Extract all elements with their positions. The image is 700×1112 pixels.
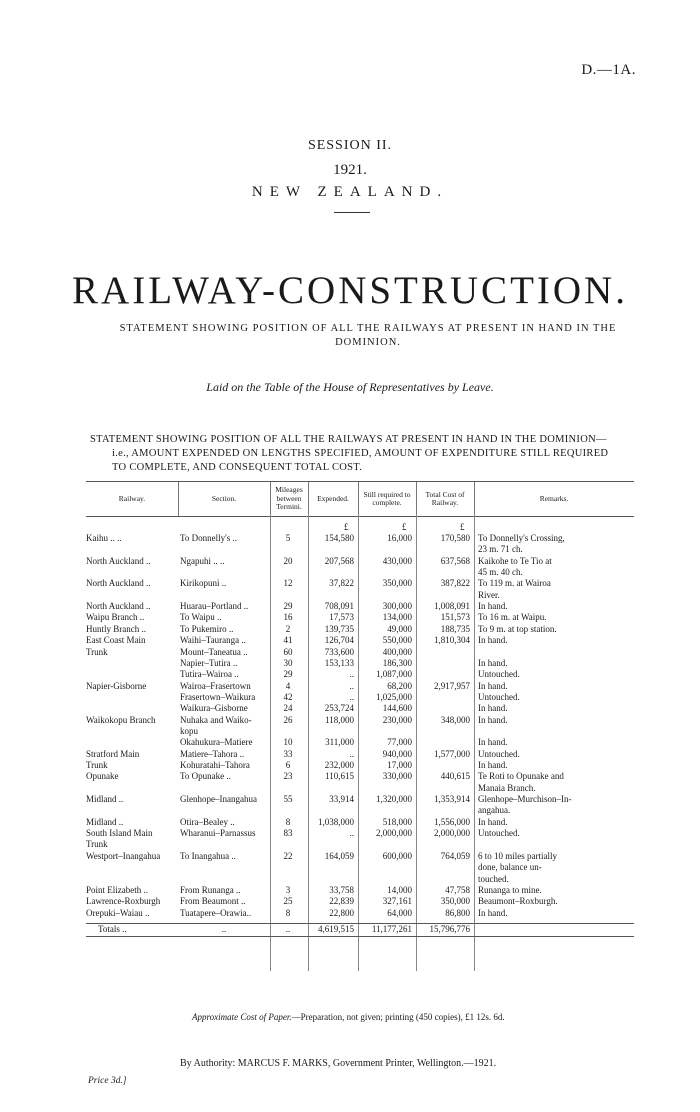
table-bottom-rule xyxy=(86,936,634,937)
cell-section: Glenhope–Inangahua xyxy=(180,794,257,805)
cell-still: 144,600 xyxy=(382,703,412,714)
currency-total: £ xyxy=(460,522,465,532)
cell-expended: 33,914 xyxy=(329,794,354,805)
cell-remarks: In hand. xyxy=(478,657,508,668)
cell-still: 350,000 xyxy=(382,578,412,589)
cell-still: 49,000 xyxy=(387,623,412,634)
cell-remarks: 45 m. 40 ch. xyxy=(478,567,523,578)
cell-expended: 733,600 xyxy=(324,646,354,657)
table-row xyxy=(86,635,634,646)
cell-railway: East Coast Main xyxy=(86,635,146,646)
cell-remarks: 23 m. 71 ch. xyxy=(478,544,523,555)
cell-miles: 30 xyxy=(283,657,293,668)
cell-section: To Pukemiro .. xyxy=(180,623,234,634)
table-row xyxy=(86,692,634,703)
table-row xyxy=(86,828,634,839)
col-railway-header: Railway. xyxy=(86,482,179,516)
cell-expended: 22,839 xyxy=(329,896,354,907)
cell-remarks: In hand. xyxy=(478,760,508,770)
table-row xyxy=(86,715,634,726)
cell-remarks: In hand. xyxy=(478,714,508,725)
col-total-header: Total Cost of Railway. xyxy=(416,482,475,516)
table-row xyxy=(86,624,634,635)
cell-miles: 55 xyxy=(283,794,293,805)
cell-section: Kirikopuni .. xyxy=(180,578,227,589)
currency-still: £ xyxy=(402,522,407,532)
table-row xyxy=(86,726,634,737)
cell-still: 518,000 xyxy=(382,816,412,827)
country-label: NEW ZEALAND. xyxy=(251,184,449,200)
paper-cost-label: Approximate Cost of Paper. xyxy=(192,1012,292,1022)
table-row xyxy=(86,839,634,850)
cell-section: Ngapuhi .. .. xyxy=(180,555,225,566)
cell-section: Waikura–Gisborne xyxy=(180,703,248,714)
cell-remarks: Runanga to mine. xyxy=(478,884,542,895)
table-row xyxy=(86,681,634,692)
cell-remarks: touched. xyxy=(478,873,509,884)
cell-remarks: To 16 m. at Waipu. xyxy=(478,612,547,623)
table-row xyxy=(86,703,634,714)
cell-remarks: Untouched. xyxy=(478,691,520,702)
cell-still: 17,000 xyxy=(387,760,412,770)
table-row xyxy=(86,556,634,567)
col-remarks-header: Remarks. xyxy=(539,493,569,503)
cell-total: 1,577,000 xyxy=(434,748,470,759)
cell-miles: 83 xyxy=(283,828,293,839)
cell-miles: 42 xyxy=(283,691,293,702)
cell-railway: Orepuki–Waiau .. xyxy=(86,907,150,918)
cell-expended: 17,573 xyxy=(329,612,354,623)
cell-section: From Runanga .. xyxy=(180,884,241,895)
cell-expended: 153,133 xyxy=(324,657,354,668)
cell-remarks: In hand. xyxy=(478,703,508,714)
cell-still: 430,000 xyxy=(382,555,412,566)
totals-still: 11,177,261 xyxy=(371,923,412,934)
table-row xyxy=(86,669,634,680)
cell-railway: Huntly Branch .. xyxy=(86,623,146,634)
cell-remarks: Untouched. xyxy=(478,669,520,680)
cell-section: Napier–Tutira .. xyxy=(180,657,238,668)
cell-miles: 12 xyxy=(283,578,293,589)
statement-heading xyxy=(90,433,642,475)
cell-still: 2,000,000 xyxy=(376,828,412,839)
cell-miles: 10 xyxy=(283,737,293,748)
table-row xyxy=(86,771,634,782)
cell-railway: Opunake xyxy=(86,771,119,782)
cell-total: 188,735 xyxy=(440,623,470,634)
cell-still: 330,000 xyxy=(382,771,412,782)
cell-miles: 8 xyxy=(285,907,291,918)
cell-expended: 311,000 xyxy=(325,737,354,748)
cell-railway: Midland .. xyxy=(86,816,124,827)
cell-total: 151,573 xyxy=(440,612,470,623)
cell-expended: 110,615 xyxy=(325,771,354,782)
totals-label: Totals .. xyxy=(98,923,127,934)
cell-expended: .. xyxy=(349,669,354,680)
cell-railway: Napier-Gisborne xyxy=(86,680,147,691)
cell-still: 300,000 xyxy=(382,601,412,612)
cell-remarks: To Donnelly's Crossing, xyxy=(478,533,565,543)
cell-railway: Waipu Branch .. xyxy=(86,612,145,623)
col-expended-header: Expended. xyxy=(308,482,359,516)
cell-miles: 26 xyxy=(283,714,293,725)
cell-railway: Westport–Inangahua xyxy=(86,850,161,861)
paper-cost-note xyxy=(192,1012,505,1022)
cell-still: 77,000 xyxy=(387,737,412,748)
table-row xyxy=(86,805,634,816)
cell-still: 186,300 xyxy=(382,657,412,668)
cell-still: 600,000 xyxy=(382,850,412,861)
statement-line: TO COMPLETE, AND CONSEQUENT TOTAL COST. xyxy=(112,462,363,473)
cell-expended: 164,059 xyxy=(324,850,354,861)
cell-miles: 8 xyxy=(285,816,291,827)
document-reference: D.—1A. xyxy=(581,62,636,78)
cell-miles: 5 xyxy=(285,533,291,543)
table-row xyxy=(86,760,634,771)
cell-remarks: Untouched. xyxy=(478,828,520,839)
cell-section: Otira–Bealey .. xyxy=(180,816,235,827)
table-row xyxy=(86,783,634,794)
cell-total: 1,353,914 xyxy=(434,794,470,805)
cell-section: Wharanui–Parnassus xyxy=(180,828,256,839)
cell-expended: 22,800 xyxy=(329,907,354,918)
cell-total: 350,000 xyxy=(440,896,470,907)
cell-remarks: In hand. xyxy=(478,635,508,646)
cell-expended: .. xyxy=(349,680,354,691)
table-row xyxy=(86,794,634,805)
cell-remarks: Beaumont–Roxburgh. xyxy=(478,896,558,907)
cell-section: Huarau–Portland .. xyxy=(180,601,249,612)
cell-still: 68,200 xyxy=(387,680,412,691)
cell-miles: 22 xyxy=(283,850,293,861)
cell-still: 16,000 xyxy=(387,533,412,543)
cell-still: 1,320,000 xyxy=(376,794,412,805)
cell-remarks: In hand. xyxy=(478,816,508,827)
cell-miles: 3 xyxy=(285,884,291,895)
table-row xyxy=(86,533,634,544)
cell-still: 230,000 xyxy=(382,714,412,725)
cell-total: 637,568 xyxy=(440,555,470,566)
cell-miles: 4 xyxy=(285,680,291,691)
cell-still: 550,000 xyxy=(382,635,412,646)
cell-section: Mount–Taneatua .. xyxy=(180,646,248,657)
table-row xyxy=(86,590,634,601)
cell-total: 2,917,957 xyxy=(434,680,470,691)
cell-section: To Inangahua .. xyxy=(180,850,236,861)
cell-remarks: In hand. xyxy=(478,601,508,612)
cell-expended: .. xyxy=(349,691,354,702)
cell-railway: North Auckland .. xyxy=(86,578,151,589)
cell-expended: .. xyxy=(349,828,354,839)
cell-still: 14,000 xyxy=(387,884,412,895)
cell-miles: 23 xyxy=(283,771,293,782)
cell-expended: 253,724 xyxy=(324,703,354,714)
cell-total: 1,556,000 xyxy=(434,816,470,827)
cell-expended: 33,758 xyxy=(329,884,354,895)
table-row xyxy=(86,908,634,919)
cell-miles: 33 xyxy=(283,748,293,759)
laid-on-table-note: Laid on the Table of the House of Representatives by Leave. xyxy=(206,380,494,394)
page-title: RAILWAY-CONSTRUCTION. xyxy=(72,269,628,312)
table-row xyxy=(86,737,634,748)
cell-railway: North Auckland .. xyxy=(86,555,151,566)
cell-expended: 708,091 xyxy=(324,601,354,612)
cell-railway: Midland .. xyxy=(86,794,124,805)
table-row xyxy=(86,874,634,885)
table-row xyxy=(86,578,634,589)
cell-total: 440,615 xyxy=(440,771,470,782)
cell-railway: Kaihu .. .. xyxy=(86,533,122,543)
table-row xyxy=(86,658,634,669)
cell-still: 1,025,000 xyxy=(376,691,412,702)
cell-remarks: In hand. xyxy=(478,737,508,748)
cell-remarks: In hand. xyxy=(478,907,508,918)
cell-miles: 25 xyxy=(283,896,293,907)
statement-line: STATEMENT SHOWING POSITION OF ALL THE RAILWAYS AT PRESENT IN HAND IN THE DOMINION— xyxy=(90,434,607,445)
cell-expended: 118,000 xyxy=(325,714,354,725)
cell-total: 387,822 xyxy=(440,578,470,589)
cell-section: Wairoa–Frasertown xyxy=(180,680,251,691)
cell-miles: 29 xyxy=(283,601,293,612)
table-header xyxy=(86,481,634,517)
cell-miles: 60 xyxy=(283,646,293,657)
cell-remarks: In hand. xyxy=(478,680,508,691)
cell-section: To Opunake .. xyxy=(180,771,231,782)
cell-section: Kohuratahi–Tahora xyxy=(180,760,250,770)
cell-still: 327,161 xyxy=(382,896,412,907)
cell-railway: Point Elizabeth .. xyxy=(86,884,148,895)
table-row xyxy=(86,567,634,578)
cell-railway: Waikokopu Branch xyxy=(86,714,156,725)
table-row xyxy=(86,749,634,760)
cell-section: Frasertown–Waikura xyxy=(180,691,256,702)
cell-section: kopu xyxy=(180,725,198,736)
cell-section: Tuatapere–Orawia.. xyxy=(180,907,252,918)
cell-railway: Stratford Main xyxy=(86,748,140,759)
cell-expended: 1,038,000 xyxy=(318,816,354,827)
cell-section: To Donnelly's .. xyxy=(180,533,237,543)
cell-remarks: 6 to 10 miles partially xyxy=(478,850,557,861)
cell-still: 1,087,000 xyxy=(376,669,412,680)
cell-still: 64,000 xyxy=(387,907,412,918)
cell-remarks: angahua. xyxy=(478,805,511,816)
cell-miles: 20 xyxy=(283,555,293,566)
cell-section: From Beaumont .. xyxy=(180,896,246,907)
cell-remarks: To 9 m. at top station. xyxy=(478,623,557,634)
cell-still: 400,000 xyxy=(382,646,412,657)
table-row xyxy=(86,601,634,612)
cell-still: 134,000 xyxy=(382,612,412,623)
cell-total: 170,580 xyxy=(440,533,470,543)
cell-section: Nuhaka and Waiko- xyxy=(180,714,252,725)
cell-railway: South Island Main xyxy=(86,828,153,839)
table-row xyxy=(86,862,634,873)
totals-section: .. xyxy=(221,923,227,934)
cell-railway: Trunk xyxy=(86,760,108,770)
col-mileage-header: Mileages between Termini. xyxy=(270,482,309,516)
cell-section: Okahukura–Matiere xyxy=(180,737,253,748)
price-label: Price 3d.] xyxy=(88,1076,127,1086)
table-row xyxy=(86,544,634,555)
table-row xyxy=(86,647,634,658)
table-row xyxy=(86,885,634,896)
totals-miles: .. xyxy=(285,923,291,934)
cell-expended: 139,735 xyxy=(324,623,354,634)
cell-railway: Trunk xyxy=(86,839,108,850)
paper-cost-text: —Preparation, not given; printing (450 copies), £1 12s. 6d. xyxy=(291,1012,505,1022)
cell-remarks: Untouched. xyxy=(478,748,520,759)
totals-row xyxy=(86,923,634,935)
table-row xyxy=(86,612,634,623)
currency-expended: £ xyxy=(344,522,349,532)
cell-expended: 154,580 xyxy=(324,533,354,543)
cell-total: 1,810,304 xyxy=(434,635,470,646)
cell-remarks: Kaikohe to Te Tio at xyxy=(478,555,552,566)
title-divider xyxy=(334,212,370,213)
cell-total: 348,000 xyxy=(440,714,470,725)
session-label: SESSION II. xyxy=(307,138,393,153)
cell-remarks: To 119 m. at Wairoa xyxy=(478,578,551,589)
page-subtitle: STATEMENT SHOWING POSITION OF ALL THE RAILWAYS AT PRESENT IN HAND IN THE DOMINION. xyxy=(119,323,617,348)
table-row xyxy=(86,851,634,862)
table-row xyxy=(86,817,634,828)
table-row xyxy=(86,896,634,907)
cell-section: To Waipu .. xyxy=(180,612,222,623)
cell-total: 764,059 xyxy=(440,850,470,861)
cell-remarks: Glenhope–Murchison–In- xyxy=(478,794,572,805)
cell-miles: 41 xyxy=(283,635,293,646)
cell-section: Waihi–Tauranga .. xyxy=(180,635,246,646)
cell-remarks: done, balance un- xyxy=(478,862,542,873)
cell-remarks: Te Roti to Opunake and xyxy=(478,771,564,782)
cell-miles: 29 xyxy=(283,669,293,680)
cell-expended: 207,568 xyxy=(324,555,354,566)
cell-miles: 2 xyxy=(285,623,291,634)
cell-miles: 16 xyxy=(283,612,293,623)
cell-total: 2,000,000 xyxy=(434,828,470,839)
statement-line: i.e., AMOUNT EXPENDED ON LENGTHS SPECIFIED, AMOUNT OF EXPENDITURE STILL REQUIRED xyxy=(112,448,609,459)
totals-total: 15,796,776 xyxy=(429,923,470,934)
cell-railway: Lawrence-Roxburgh xyxy=(86,896,161,907)
cell-miles: 6 xyxy=(285,760,291,770)
cell-total: 1,008,091 xyxy=(434,601,470,612)
col-section-header: Section. xyxy=(178,482,271,516)
cell-section: Matiere–Tahora .. xyxy=(180,748,245,759)
cell-section: Tutira–Wairoa .. xyxy=(180,669,239,680)
cell-expended: .. xyxy=(349,748,354,759)
cell-remarks: River. xyxy=(478,589,500,600)
cell-miles: 24 xyxy=(283,703,293,714)
cell-expended: 37,822 xyxy=(329,578,354,589)
cell-total: 47,758 xyxy=(445,884,470,895)
col-still-header: Still required to complete. xyxy=(358,482,417,516)
authority-line: By Authority: MARCUS F. MARKS, Government Printer, Wellington.—1921. xyxy=(180,1058,497,1069)
cell-remarks: Manaia Branch. xyxy=(478,782,536,793)
cell-railway: Trunk xyxy=(86,646,108,657)
cell-expended: 232,000 xyxy=(324,760,354,770)
cell-railway: North Auckland .. xyxy=(86,601,151,612)
year-label: 1921. xyxy=(333,162,367,178)
totals-expended: 4,619,515 xyxy=(318,923,354,934)
cell-total: 86,800 xyxy=(445,907,470,918)
cell-expended: 126,704 xyxy=(324,635,354,646)
cell-still: 940,000 xyxy=(382,748,412,759)
